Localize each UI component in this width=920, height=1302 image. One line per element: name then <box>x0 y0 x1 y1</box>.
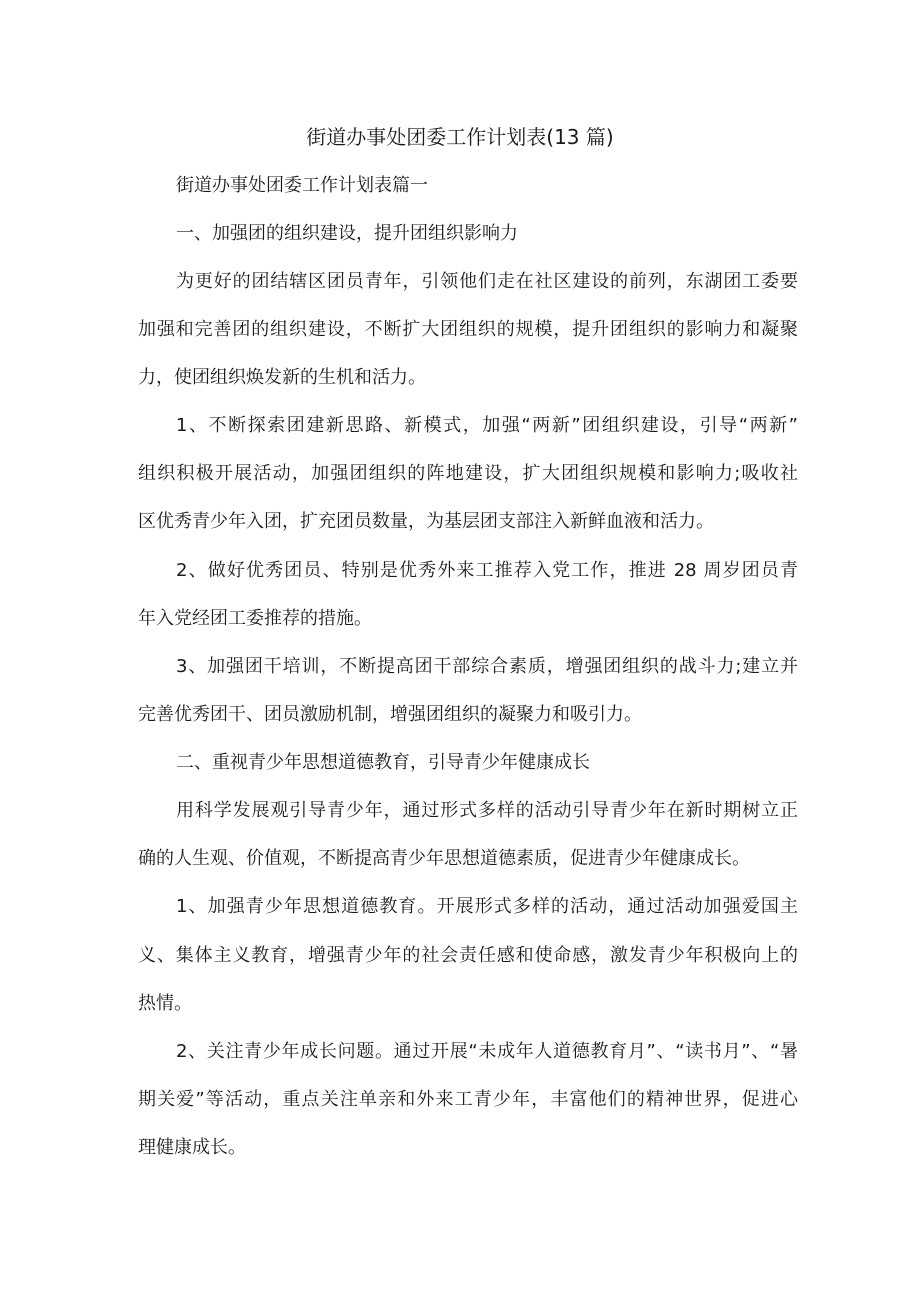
section-heading: 一、加强团的组织建设，提升团组织影响力 <box>176 223 518 244</box>
paragraph-line: 确的人生观、价值观，不断提高青少年思想道德素质，促进青少年健康成长。 <box>138 848 750 869</box>
paragraph-line: 2、做好优秀团员、特别是优秀外来工推荐入党工作，推进 28 周岁团员青 <box>176 560 798 581</box>
paragraph-line: 期关爱”等活动，重点关注单亲和外来工青少年，丰富他们的精神世界，促进心 <box>138 1089 798 1110</box>
paragraph-line: 1、加强青少年思想道德教育。开展形式多样的活动，通过活动加强爱国主 <box>176 896 798 917</box>
paragraph-line: 1、不断探索团建新思路、新模式，加强“两新”团组织建设，引导“两新” <box>176 415 798 436</box>
section-heading: 街道办事处团委工作计划表篇一 <box>176 175 428 196</box>
section-heading: 二、重视青少年思想道德教育，引导青少年健康成长 <box>176 752 590 773</box>
paragraph-line: 区优秀青少年入团，扩充团员数量，为基层团支部注入新鲜血液和活力。 <box>138 511 714 532</box>
paragraph-line: 3、加强团干培训，不断提高团干部综合素质，增强团组织的战斗力;建立并 <box>176 656 798 677</box>
paragraph-line: 组织积极开展活动，加强团组织的阵地建设，扩大团组织规模和影响力;吸收社 <box>138 463 798 484</box>
paragraph-line: 加强和完善团的组织建设，不断扩大团组织的规模，提升团组织的影响力和凝聚 <box>138 319 798 340</box>
paragraph-line: 年入党经团工委推荐的措施。 <box>138 608 372 629</box>
paragraph-line: 完善优秀团干、团员激励机制，增强团组织的凝聚力和吸引力。 <box>138 704 642 725</box>
paragraph-line: 为更好的团结辖区团员青年，引领他们走在社区建设的前列，东湖团工委要 <box>176 271 798 292</box>
paragraph-line: 力，使团组织焕发新的生机和活力。 <box>138 367 426 388</box>
paragraph-line: 热情。 <box>138 993 192 1014</box>
paragraph-line: 2、关注青少年成长问题。通过开展“未成年人道德教育月”、“读书月”、“暑 <box>176 1041 798 1062</box>
paragraph-line: 用科学发展观引导青少年，通过形式多样的活动引导青少年在新时期树立正 <box>176 800 798 821</box>
paragraph-line: 义、集体主义教育，增强青少年的社会责任感和使命感，激发青少年积极向上的 <box>138 945 798 966</box>
document-title: 街道办事处团委工作计划表(13 篇) <box>306 125 614 149</box>
paragraph-line: 理健康成长。 <box>138 1137 246 1158</box>
